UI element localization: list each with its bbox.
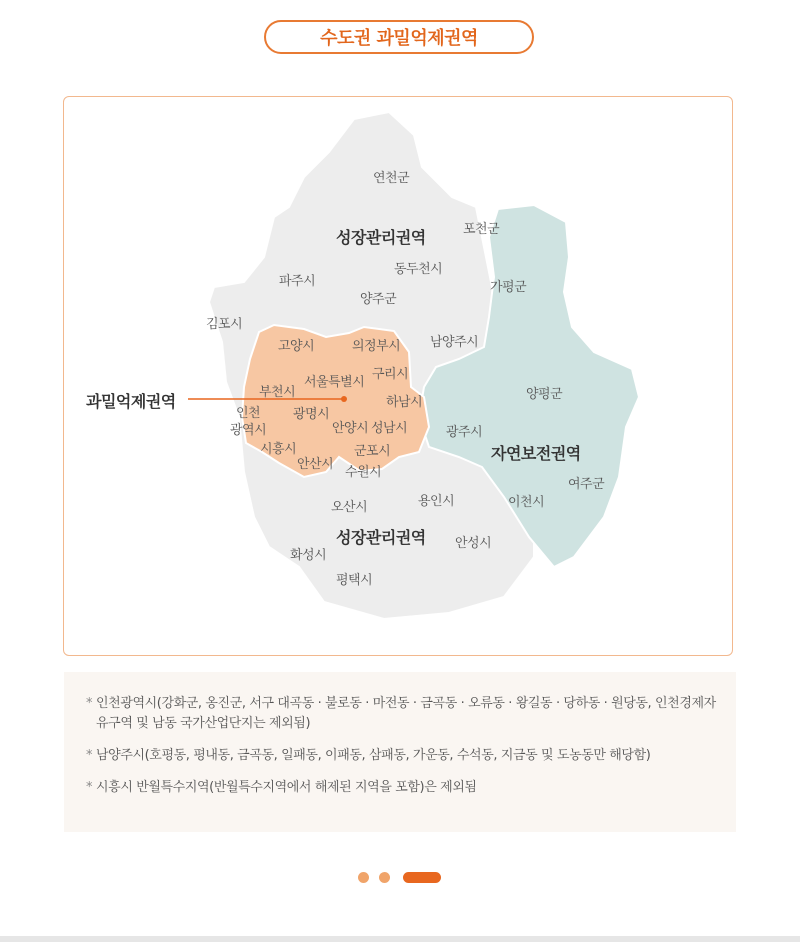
place-label: 동두천시 (394, 262, 443, 277)
pagination-dot-2[interactable] (379, 872, 390, 883)
place-label: 고양시 (278, 339, 315, 354)
place-label: 하남시 (386, 395, 423, 410)
place-label: 양주군 (360, 292, 397, 307)
place-label: 여주군 (568, 477, 605, 492)
note-item (86, 778, 716, 798)
pagination-dot-3-active[interactable] (403, 872, 441, 883)
bottom-divider (0, 936, 800, 942)
place-label: 안산시 (297, 457, 334, 472)
place-label: 의정부시 (352, 339, 401, 354)
page-title: 수도권 과밀억제권역 (264, 20, 534, 54)
place-label: 안성시 (455, 536, 492, 551)
place-label: 서울특별시 (304, 375, 365, 390)
place-label: 평택시 (336, 573, 373, 588)
callout-label: 과밀억제권역 (86, 392, 176, 411)
place-label: 파주시 (279, 274, 316, 289)
place-label: 이천시 (508, 495, 545, 510)
place-label: 부천시 (259, 385, 296, 400)
place-label: 군포시 (354, 444, 391, 459)
place-label: 인천 (236, 406, 261, 421)
note-bullet: * (86, 780, 93, 795)
place-label: 성남시 (371, 421, 408, 436)
place-label: 화성시 (290, 548, 327, 563)
place-label: 구리시 (372, 367, 409, 382)
zone-label-growth-south: 성장관리권역 (336, 528, 426, 547)
place-label: 오산시 (331, 500, 368, 515)
note-bullet: * (86, 748, 93, 763)
zone-label-growth-north: 성장관리권역 (336, 228, 426, 247)
place-label: 포천군 (463, 222, 500, 237)
place-label: 김포시 (206, 317, 243, 332)
pagination (0, 872, 800, 884)
place-label: 광명시 (293, 407, 330, 422)
note-item (86, 746, 716, 766)
place-label: 가평군 (490, 280, 527, 295)
zone-label-conservation: 자연보전권역 (491, 444, 581, 463)
note-text: 시흥시 반월특수지역(반월특수지역에서 해제된 지역을 포함)은 제외됨 (96, 780, 477, 795)
note-bullet: * (86, 696, 93, 711)
notes-box (64, 672, 736, 832)
callout-dot (341, 396, 347, 402)
pagination-dot-1[interactable] (358, 872, 369, 883)
place-label: 광역시 (230, 423, 267, 438)
place-label: 안양시 (332, 421, 369, 436)
map-panel (63, 96, 733, 656)
place-label: 양평군 (526, 387, 563, 402)
note-text: 남양주시(호평동, 평내동, 금곡동, 일패동, 이패동, 삼패동, 가운동, 수석동, 지금동 및 도농동만 해당함) (96, 748, 651, 763)
place-label: 광주시 (446, 425, 483, 440)
place-label: 수원시 (345, 465, 382, 480)
note-item (86, 694, 716, 734)
place-label: 연천군 (373, 171, 410, 186)
note-text: 인천광역시(강화군, 옹진군, 서구 대곡동 · 불로동 · 마전동 · 금곡동 · 오류동 · 왕길동 · 당하동 · 원당동, 인천경제자유구역 및 남동 국가산업단지는 제외됨) (96, 696, 716, 731)
place-label: 시흥시 (260, 442, 297, 457)
place-label: 용인시 (418, 494, 455, 509)
place-label: 남양주시 (430, 335, 479, 350)
